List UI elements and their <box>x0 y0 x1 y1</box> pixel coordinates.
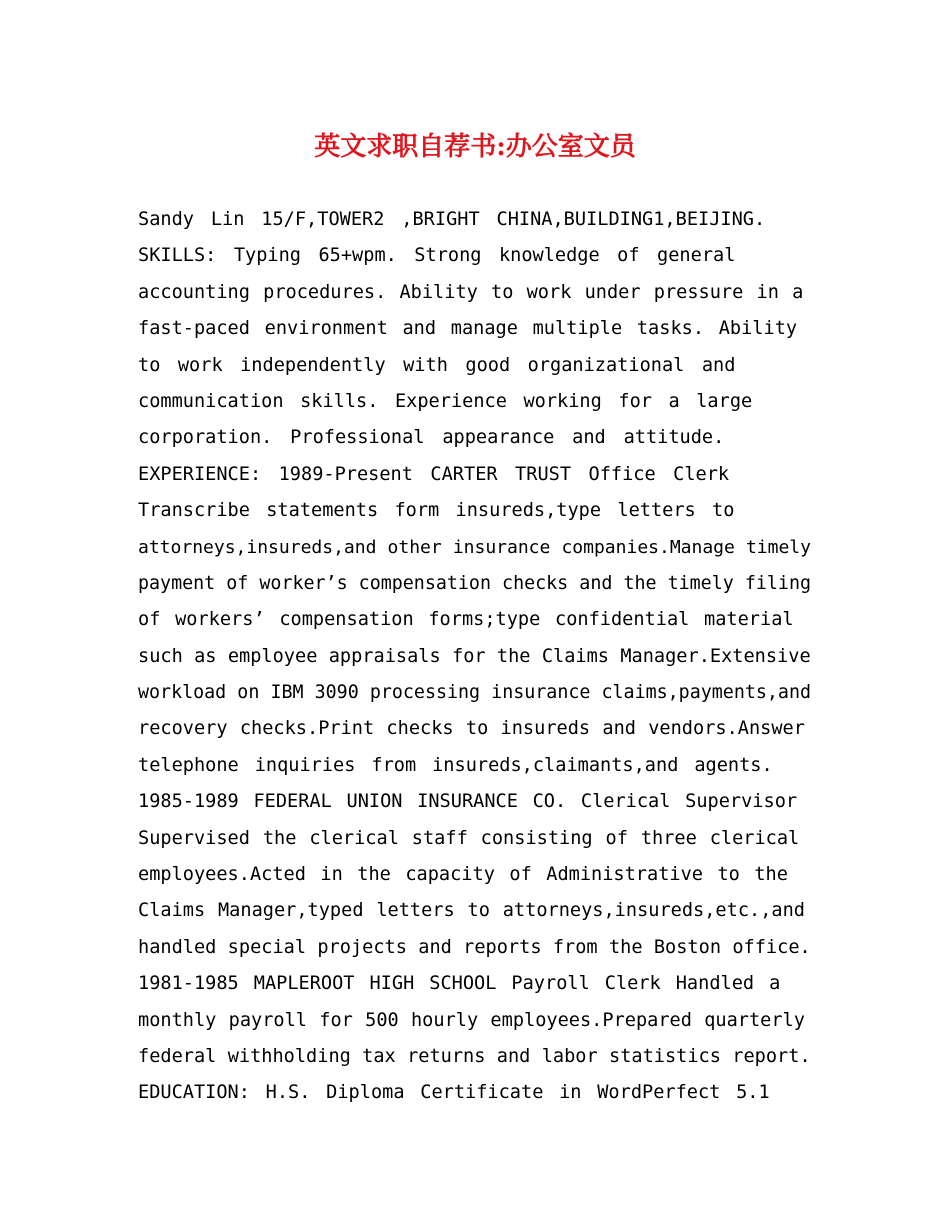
body-line: workload on IBM 3090 processing insurance claims,payments,and <box>138 682 811 704</box>
body-line: attorneys,insureds,and other insurance companies.Manage timely <box>138 536 811 558</box>
resume-body <box>138 202 811 1112</box>
body-line: payment of worker’s compensation checks and the timely filing <box>138 572 811 594</box>
body-line: telephone inquiries from insureds,claimants,and agents. <box>138 754 773 776</box>
body-line: EXPERIENCE: 1989-Present CARTER TRUST Office Clerk <box>138 463 730 485</box>
body-line: to work independently with good organizational and <box>138 354 736 376</box>
body-line: Claims Manager,typed letters to attorneys,insureds,etc.,and <box>138 900 805 922</box>
body-line: such as employee appraisals for the Claims Manager.Extensive <box>138 645 811 667</box>
body-line: federal withholding tax returns and labor statistics report. <box>138 1045 811 1067</box>
body-line: Transcribe statements form insureds,type letters to <box>138 500 735 522</box>
body-line: employees.Acted in the capacity of Administrative to the <box>138 864 788 886</box>
body-line: 1981-1985 MAPLEROOT HIGH SCHOOL Payroll Clerk Handled a <box>138 973 781 995</box>
body-line: corporation. Professional appearance and attitude. <box>138 427 725 449</box>
body-line: EDUCATION: H.S. Diploma Certificate in WordPerfect 5.1 <box>138 1082 770 1104</box>
body-line: recovery checks.Print checks to insureds and vendors.Answer <box>138 718 805 740</box>
body-line: communication skills. Experience working for a large <box>138 390 753 412</box>
body-line: Supervised the clerical staff consisting of three clerical <box>138 827 800 849</box>
body-line: of workers’ compensation forms;type confidential material <box>138 609 794 631</box>
body-line: 1985-1989 FEDERAL UNION INSURANCE CO. Clerical Supervisor <box>138 791 798 813</box>
body-line: monthly payroll for 500 hourly employees.Prepared quarterly <box>138 1009 805 1031</box>
body-line: SKILLS: Typing 65+wpm. Strong knowledge of general <box>138 245 736 267</box>
body-line: handled special projects and reports from the Boston office. <box>138 936 811 958</box>
body-line: fast-paced environment and manage multiple tasks. Ability <box>138 318 798 340</box>
body-line: accounting procedures. Ability to work under pressure in a <box>138 281 804 303</box>
body-line: Sandy Lin 15/F,TOWER2 ,BRIGHT CHINA,BUILDING1,BEIJING. <box>138 209 766 230</box>
document-title: 英文求职自荐书:办公室文员 <box>314 132 636 162</box>
